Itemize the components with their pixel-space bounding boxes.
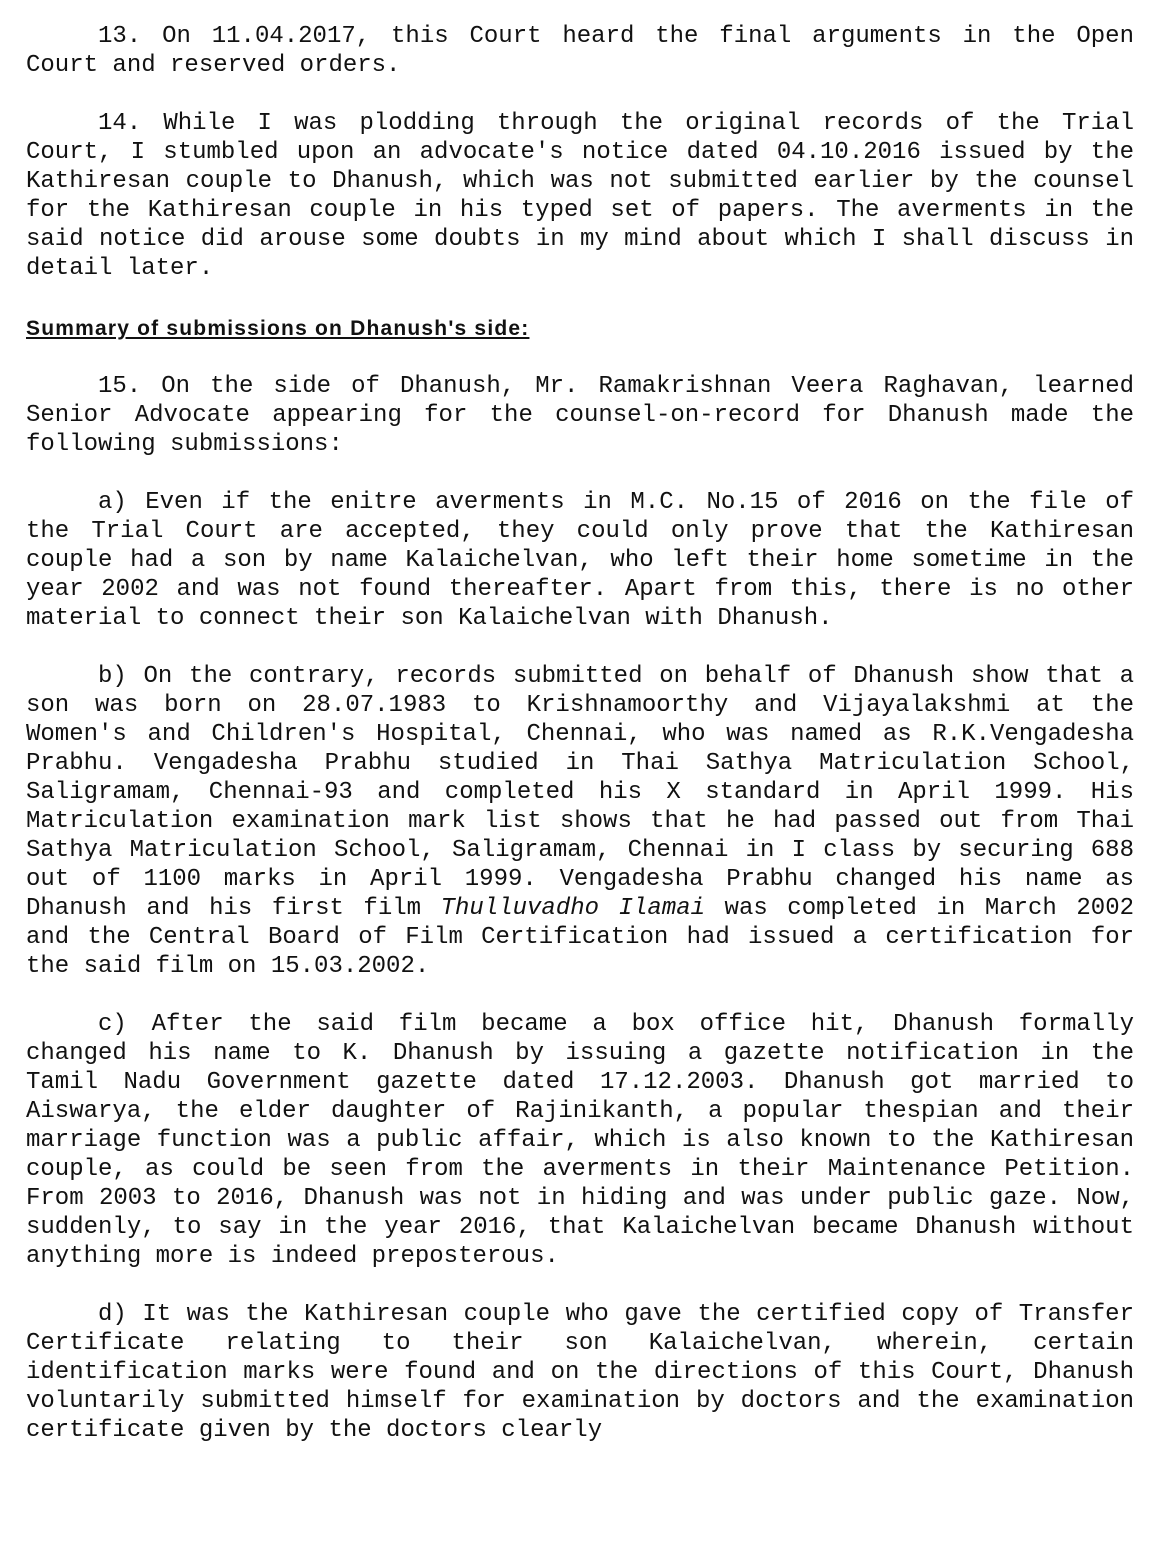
submission-b (26, 662, 1134, 981)
section-heading: Summary of submissions on Dhanush's side: (26, 317, 530, 340)
paragraph-14: 14. While I was plodding through the original records of the Trial Court, I stumbled upon an advocate's notice dated 04.10.2016 issued by the Kathiresan couple to Dhanush, which was not submitted earlier by the counsel for the Kathiresan couple in his typed set of papers. The averments in the said notice did arouse some doubts in my mind about which I shall discuss in detail later. (26, 110, 1134, 282)
paragraph-13: 13. On 11.04.2017, this Court heard the final arguments in the Open Court and reserved orders. (26, 23, 1134, 79)
document-page (26, 22, 1134, 1474)
film-title: Thulluvadho Ilamai (440, 895, 705, 922)
submission-a: a) Even if the enitre averments in M.C. No.15 of 2016 on the file of the Trial Court are accepted, they could only prove that the Kathiresan couple had a son by name Kalaichelvan, who left their home sometime in the year 2002 and was not found thereafter. Apart from this, there is no other material to connect their son Kalaichelvan with Dhanush. (26, 489, 1134, 632)
submission-b-text-2: was completed in March 2002 and the Central Board of Film Certification had issued a certification for the said film on 15.03.2002. (26, 895, 1134, 980)
submission-d: d) It was the Kathiresan couple who gave the certified copy of Transfer Certificate relating to their son Kalaichelvan, wherein, certain identification marks were found and on the directions of this Court, Dhanush voluntarily submitted himself for examination by doctors and the examination certificate given by the doctors clearly (26, 1301, 1134, 1444)
submission-c: c) After the said film became a box office hit, Dhanush formally changed his name to K. Dhanush by issuing a gazette notification in the Tamil Nadu Government gazette dated 17.12.2003. Dhanush got married to Aiswarya, the elder daughter of Rajinikanth, a popular thespian and their marriage function was a public affair, which is also known to the Kathiresan couple, as could be seen from the averments in their Maintenance Petition. From 2003 to 2016, Dhanush was not in hiding and was under public gaze. Now, suddenly, to say in the year 2016, that Kalaichelvan became Dhanush without anything more is indeed preposterous. (26, 1011, 1134, 1270)
paragraph-15: 15. On the side of Dhanush, Mr. Ramakrishnan Veera Raghavan, learned Senior Advocate appearing for the counsel-on-record for Dhanush made the following submissions: (26, 373, 1134, 458)
submission-b-text-1: b) On the contrary, records submitted on behalf of Dhanush show that a son was born on 28.07.1983 to Krishnamoorthy and Vijayalakshmi at the Women's and Children's Hospital, Chennai, who was named as R.K.Vengadesha Prabhu. Vengadesha Prabhu studied in Thai Sathya Matriculation School, Saligramam, Chennai-93 and completed his X standard in April 1999. His Matriculation examination mark list shows that he had passed out from Thai Sathya Matriculation School, Saligramam, Chennai in I class by securing 688 out of 1100 marks in April 1999. Vengadesha Prabhu changed his name as Dhanush and his first film (26, 663, 1134, 922)
